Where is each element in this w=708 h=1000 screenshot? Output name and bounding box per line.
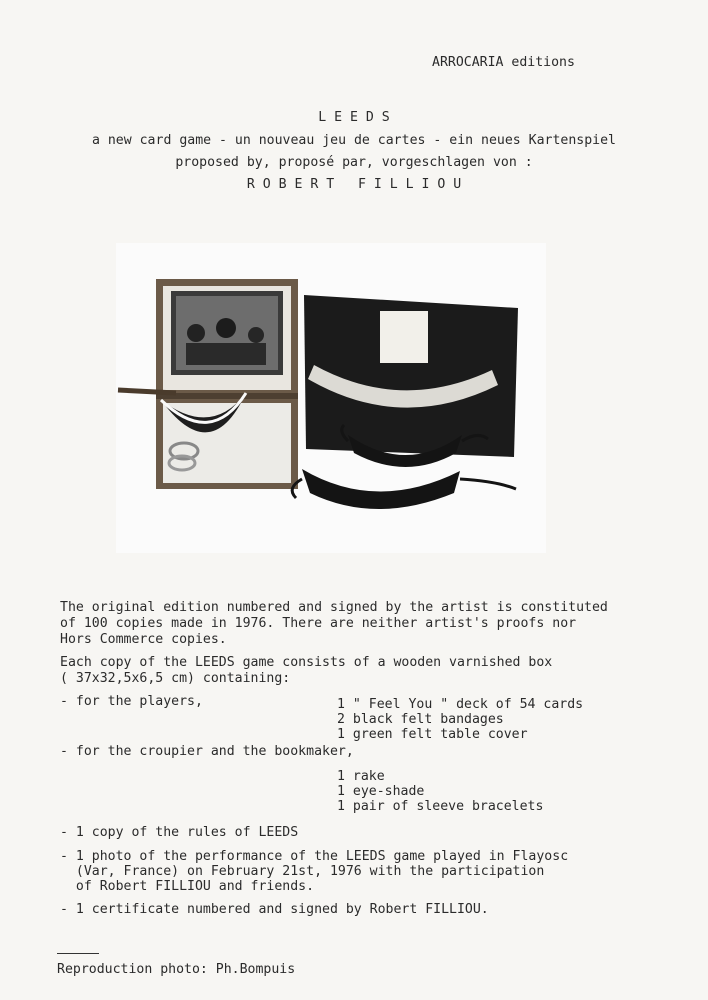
photo-item-line-1: - 1 photo of the performance of the LEEDS game played in Flayosc — [60, 849, 569, 864]
contents-intro-line-1: Each copy of the LEEDS game consists of a wooden varnished box — [60, 655, 553, 670]
photo-credit: Reproduction photo: Ph.Bompuis — [57, 962, 296, 977]
croupier-item: 1 rake — [337, 769, 385, 784]
photo-item-line-2: (Var, France) on February 21st, 1976 with the participation — [60, 864, 545, 879]
footnote-divider — [57, 953, 99, 954]
game-subtitle: a new card game - un nouveau jeu de cartes - ein neues Kartenspiel — [91, 133, 616, 148]
players-item: 1 green felt table cover — [337, 727, 528, 742]
game-title: L E E D S — [318, 110, 390, 125]
publisher-name: ARROCARIA editions — [432, 55, 575, 70]
author-name: R O B E R T F I L L I O U — [246, 177, 462, 192]
croupier-item: 1 eye-shade — [337, 784, 425, 799]
game-box-photo — [116, 243, 546, 553]
contents-intro-line-2: ( 37x32,5x6,5 cm) containing: — [60, 671, 291, 686]
players-item: 1 " Feel You " deck of 54 cards — [337, 697, 584, 712]
edition-line-2: of 100 copies made in 1976. There are neither artist's proofs nor — [60, 616, 577, 631]
edition-line-1: The original edition numbered and signed by the artist is constituted — [60, 600, 608, 615]
edition-line-3: Hors Commerce copies. — [60, 632, 227, 647]
proposed-by-line: proposed by, proposé par, vorgeschlagen von : — [175, 155, 533, 170]
certificate-item: - 1 certificate numbered and signed by Robert FILLIOU. — [60, 902, 489, 917]
photo-item-line-3: of Robert FILLIOU and friends. — [60, 879, 315, 894]
croupier-label: - for the croupier and the bookmaker, — [60, 744, 354, 759]
rules-item: - 1 copy of the rules of LEEDS — [60, 825, 299, 840]
players-label: - for the players, — [60, 694, 203, 709]
players-item: 2 black felt bandages — [337, 712, 504, 727]
croupier-item: 1 pair of sleeve bracelets — [337, 799, 544, 814]
